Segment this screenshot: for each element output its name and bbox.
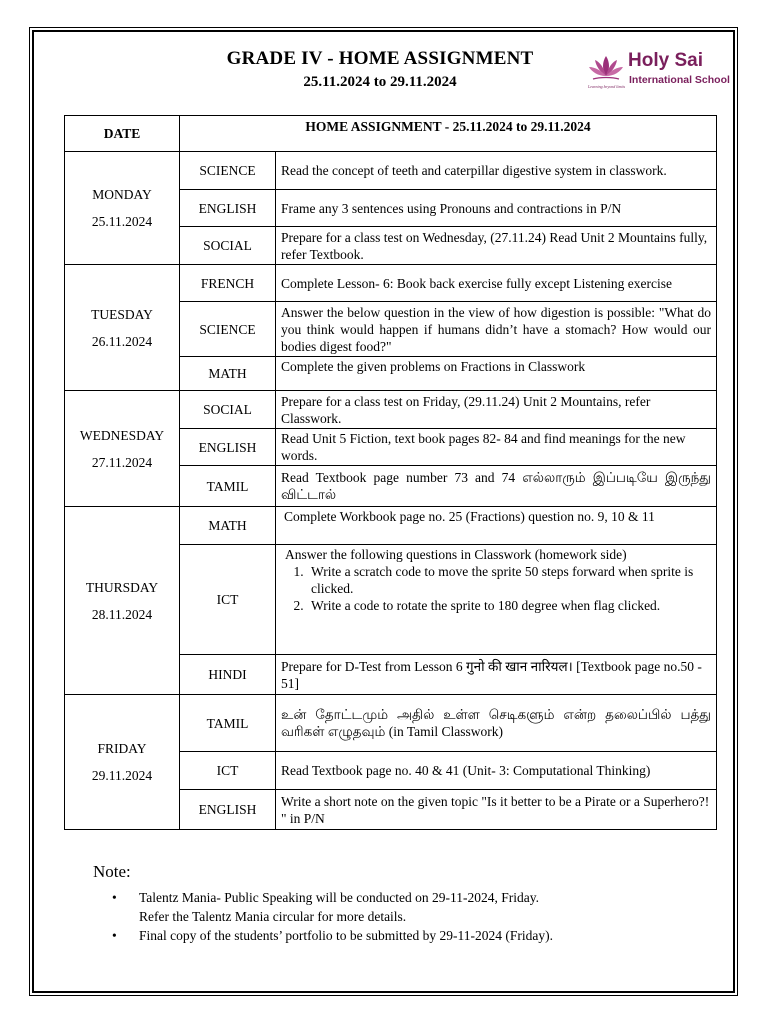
note-heading: Note: [93, 862, 131, 881]
day-date: 29.11.2024 [91, 768, 153, 783]
assignment-table [64, 115, 717, 830]
ict-instructions: Answer the following questions in Classwork (homework side) [285, 547, 627, 562]
day-cell-thursday [65, 507, 180, 695]
task-cell: Read Textbook page number 73 and 74 எல்லாரும் இப்படியே இருந்து விட்டால் [276, 466, 717, 507]
day-name: FRIDAY [97, 741, 147, 756]
note-text: Talentz Mania- Public Speaking will be conducted on 29-11-2024, Friday. [139, 890, 539, 905]
ict-question-list [281, 563, 711, 614]
task-cell: Read the concept of teeth and caterpillar digestive system in classwork. [276, 152, 717, 190]
day-date: 28.11.2024 [91, 606, 153, 622]
day-name: WEDNESDAY [79, 427, 165, 443]
task-cell: Prepare for a class test on Wednesday, (27.11.24) Read Unit 2 Mountains fully, refer Textbook. [276, 227, 717, 265]
task-cell: உன் தோட்டமும் அதில் உள்ள செடிகளும் என்ற தலைப்பில் பத்து வரிகள் எழுதவும் (in Tamil Classwork) [276, 695, 717, 752]
task-cell: Complete the given problems on Fractions in Classwork [276, 357, 717, 391]
day-date: 25.11.2024 [91, 214, 153, 229]
subject-cell: HINDI [180, 655, 276, 695]
day-cell-monday [65, 152, 180, 265]
subject-cell: ENGLISH [180, 790, 276, 830]
subject-cell: SCIENCE [180, 302, 276, 357]
subject-cell: ICT [180, 752, 276, 790]
task-cell: Prepare for a class test on Friday, (29.11.24) Unit 2 Mountains, refer Classwork. [276, 391, 717, 429]
subject-cell: SCIENCE [180, 152, 276, 190]
day-cell-friday [65, 695, 180, 830]
day-name: MONDAY [92, 187, 152, 202]
subject-cell: ENGLISH [180, 429, 276, 466]
task-cell: Answer the below question in the view of how digestion is possible: "What do you think would happen if humans didn’t have a stomach? How would our bodies digest food?" [276, 302, 717, 357]
subject-cell: MATH [180, 507, 276, 545]
subject-cell: TAMIL [180, 466, 276, 507]
task-cell: Complete Lesson- 6: Book back exercise fully except Listening exercise [276, 265, 717, 302]
task-cell: Read Textbook page no. 40 & 41 (Unit- 3: Computational Thinking) [276, 752, 717, 790]
logo-school-subtitle: International School [629, 74, 730, 86]
header-date: DATE [65, 116, 180, 152]
table-row [65, 507, 717, 545]
list-item [112, 926, 712, 945]
notes-list [112, 888, 712, 945]
table-row [65, 695, 717, 752]
task-cell: Prepare for D-Test from Lesson 6 गुनो की खान नारियल। [Textbook page no.50 - 51] [276, 655, 717, 695]
bullet-icon: • [112, 890, 117, 905]
school-logo [588, 50, 728, 98]
task-cell [276, 545, 717, 655]
day-date: 27.11.2024 [91, 454, 153, 470]
list-item: 1. Write a scratch code to move the sprite 50 steps forward when sprite is clicked. [307, 563, 711, 597]
table-header-row [65, 116, 717, 152]
table-row [65, 265, 717, 302]
header-assignment: HOME ASSIGNMENT - 25.11.2024 to 29.11.2024 [180, 116, 717, 152]
note-text: Refer the Talentz Mania circular for more details. [139, 909, 407, 924]
day-cell-wednesday [65, 391, 180, 507]
task-cell: Complete Workbook page no. 25 (Fractions) question no. 9, 10 & 11 [276, 507, 717, 545]
bullet-icon: • [112, 928, 117, 943]
list-item: 2. Write a code to rotate the sprite to 180 degree when flag clicked. [307, 597, 711, 614]
subject-cell: ICT [180, 545, 276, 655]
subject-cell: SOCIAL [180, 391, 276, 429]
task-cell: Write a short note on the given topic "Is it better to be a Pirate or a Superhero?! " in P/N [276, 790, 717, 830]
day-cell-tuesday [65, 265, 180, 391]
logo-tagline: Learning beyond limits [588, 84, 626, 89]
page-title: GRADE IV - HOME ASSIGNMENT [226, 48, 534, 69]
day-name: THURSDAY [85, 579, 159, 595]
day-name: TUESDAY [91, 306, 153, 322]
subject-cell: MATH [180, 357, 276, 391]
table-row [65, 152, 717, 190]
note-text: Final copy of the students’ portfolio to be submitted by 29-11-2024 (Friday). [139, 928, 553, 943]
list-item [112, 888, 712, 926]
lotus-icon [588, 52, 624, 86]
table-row [65, 391, 717, 429]
subject-cell: ENGLISH [180, 190, 276, 227]
subject-cell: FRENCH [180, 265, 276, 302]
subject-cell: TAMIL [180, 695, 276, 752]
subject-cell: SOCIAL [180, 227, 276, 265]
page-date-range: 25.11.2024 to 29.11.2024 [303, 74, 457, 90]
logo-school-name: Holy Sai [628, 50, 703, 71]
task-cell: Read Unit 5 Fiction, text book pages 82- 84 and find meanings for the new words. [276, 429, 717, 466]
task-cell: Frame any 3 sentences using Pronouns and contractions in P/N [276, 190, 717, 227]
day-date: 26.11.2024 [91, 333, 153, 349]
